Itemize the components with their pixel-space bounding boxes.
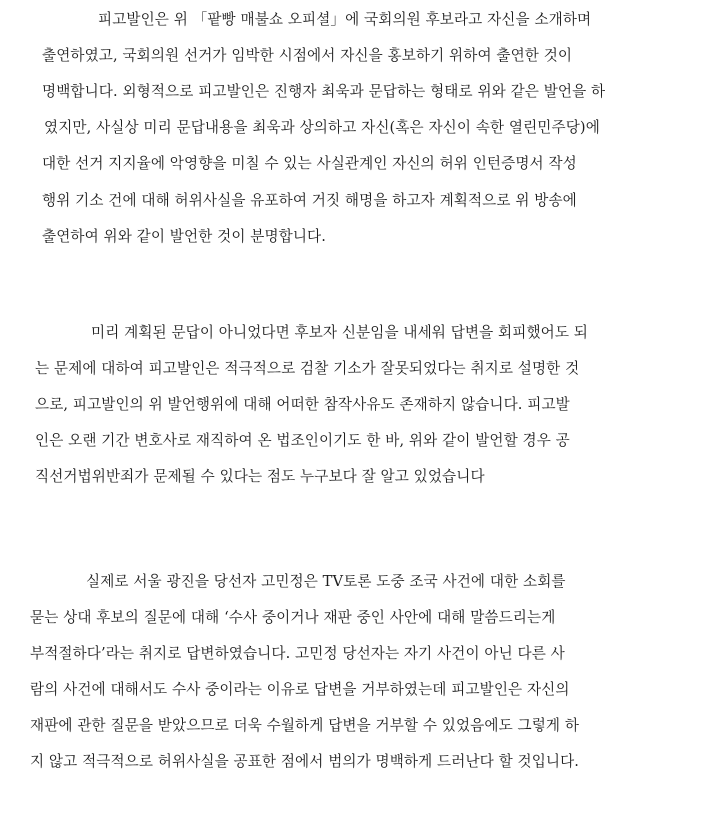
paragraph-3-line-3: 부적절하다’라는 취지로 답변하였습니다. 고민정 당선자는 자기 사건이 아닌 다른 사 xyxy=(30,645,565,662)
paragraph-2-line-1: 미리 계획된 문답이 아니었다면 후보자 신분임을 내세워 답변을 회피했어도 되 xyxy=(91,324,588,341)
paragraph-3-line-5: 재판에 관한 질문을 받았으므로 더욱 수월하게 답변을 거부할 수 있었음에도 그렇게 하 xyxy=(30,717,580,734)
paragraph-1-line-2: 출연하였고, 국회의원 선거가 임박한 시점에서 자신을 홍보하기 위하여 출연한 것이 xyxy=(42,47,573,64)
paragraph-1-line-5: 대한 선거 지지율에 악영향을 미칠 수 있는 사실관계인 자신의 허위 인턴증명서 작성 xyxy=(42,155,577,172)
paragraph-1-line-4: 였지만, 사실상 미리 문답내용을 최욱과 상의하고 자신(혹은 자신이 속한 열린민주당)에 xyxy=(44,119,600,136)
paragraph-3-line-1: 실제로 서울 광진을 당선자 고민정은 TV토론 도중 조국 사건에 대한 소회를 xyxy=(86,573,566,590)
paragraph-3-line-6: 지 않고 적극적으로 허위사실을 공표한 점에서 범의가 명백하게 드러난다 할 것입니다. xyxy=(30,753,580,770)
paragraph-3-line-2: 묻는 상대 후보의 질문에 대해 ‘수사 중이거나 재판 중인 사안에 대해 말씀드리는게 xyxy=(30,609,556,626)
paragraph-1-line-1: 피고발인은 위 「팥빵 매불쇼 오피셜」에 국회의원 후보라고 자신을 소개하며 xyxy=(98,11,592,28)
paragraph-2-line-2: 는 문제에 대하여 피고발인은 적극적으로 검찰 기소가 잘못되었다는 취지로 설명한 것 xyxy=(35,360,580,377)
paragraph-3-line-4: 람의 사건에 대해서도 수사 중이라는 이유로 답변을 거부하였는데 피고발인은 자신의 xyxy=(30,681,570,698)
paragraph-2-line-4: 인은 오랜 기간 변호사로 재직하여 온 법조인이기도 한 바, 위와 같이 발언할 경우 공 xyxy=(35,432,570,449)
paragraph-1-line-3: 명백합니다. 외형적으로 피고발인은 진행자 최욱과 문답하는 형태로 위와 같은 발언을 하 xyxy=(42,83,606,100)
paragraph-1-line-7: 출연하여 위와 같이 발언한 것이 분명합니다. xyxy=(42,228,326,245)
paragraph-2-line-5: 직선거법위반죄가 문제될 수 있다는 점도 누구보다 잘 알고 있었습니다 xyxy=(35,468,485,485)
paragraph-1-line-6: 행위 기소 건에 대해 허위사실을 유포하여 거짓 해명을 하고자 계획적으로 위 방송에 xyxy=(42,192,577,209)
paragraph-2-line-3: 으로, 피고발인의 위 발언행위에 대해 어떠한 참작사유도 존재하지 않습니다. 피고발 xyxy=(35,396,570,413)
